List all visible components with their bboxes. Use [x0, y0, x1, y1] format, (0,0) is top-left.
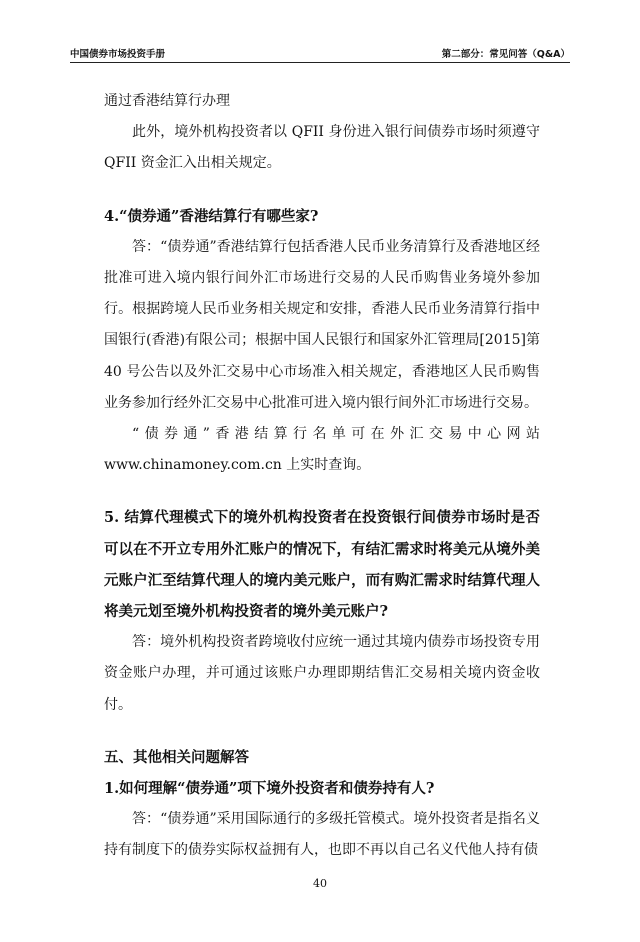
- question-4-heading: 4.“债券通”香港结算行有哪些家?: [104, 207, 319, 225]
- page-number: 40: [313, 877, 327, 890]
- header-title: 中国债券市场投资手册: [70, 49, 166, 60]
- continued-paragraph: 通过香港结算行办理: [104, 93, 230, 109]
- answer-4-website: www.chinamoney.com.cn 上实时查询。: [104, 457, 371, 474]
- question-1-heading: 1.如何理解“债券通”项下境外投资者和债券持有人?: [104, 780, 435, 798]
- answer-1-paragraph: 答：“债券通”采用国际通行的多级托管模式。境外投资者是指名义持有制度下的债券实际权益拥有人，也即不再以自己名义代他人持有债: [104, 811, 540, 859]
- header-section: 第二部分：常见问答（Q&A）: [441, 49, 570, 60]
- running-header: [70, 44, 570, 63]
- paragraph-qfii: 此外，境外机构投资者以 QFII 身份进入银行间债券市场时须遵守 QFII 资金汇入出相关规定。: [104, 124, 540, 172]
- section-heading: 五、其他相关问题解答: [104, 748, 249, 766]
- question-5-heading: 5. 结算代理模式下的境外机构投资者在投资银行间债券市场时是否可以在不开立专用外汇账户的情况下，有结汇需求时将美元从境外美元账户汇至结算代理人的境内美元账户，而有购汇需求时结算代理人将美元划至境外机构投资者的境外美元账户?: [104, 509, 540, 621]
- answer-4-list-note: “债券通”香港结算行名单可在外汇交易中心网站: [132, 426, 540, 443]
- answer-4-paragraph: 答：“债券通”香港结算行包括香港人民币业务清算行及香港地区经批准可进入境内银行间外汇市场进行交易的人民币购售业务境外参加行。根据跨境人民币业务相关规定和安排，香港人民币业务清算行指中国银行(香港)有限公司；根据中国人民银行和国家外汇管理局[2015]第 40 号公告以及外汇交易中心市场准入相关规定，香港地区人民币购售业务参加行经外汇交易中心批准可进入境内银行间外汇市场进行交易。: [104, 238, 540, 411]
- answer-5-paragraph: 答：境外机构投资者跨境收付应统一通过其境内债券市场投资专用资金账户办理，并可通过该账户办理即期结售汇交易相关境内资金收付。: [104, 634, 540, 713]
- page-content: [104, 86, 540, 867]
